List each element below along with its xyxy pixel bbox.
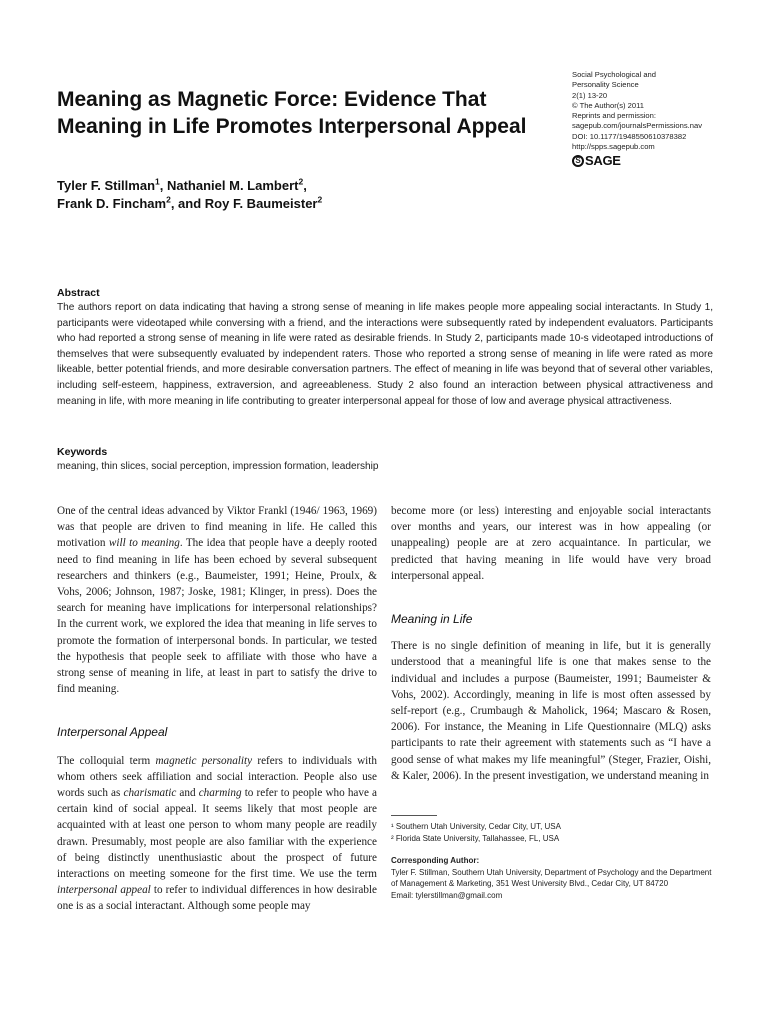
body-paragraph: There is no single definition of meaning in life, but it is generally understood that a meaningful life is one that makes sense to the individual and includes a purpose (Baumeister, 1991; Baumeister & Vohs, 2002). Accordingly, meaning in life is most often assessed by self-report (e.g., Crumbaugh & Maholick, 1964; Mascaro & Rosen, 2006). For instance, the Meaning in Life Questionnaire (MLQ) asks participants to rate their agreement with statements such as “I have a good sense of what makes my life meaningful” (Steger, Frazier, Oishi, & Kaler, 2006). In the present investigation, we understand meaning in: [391, 640, 711, 782]
journal-volume: 2(1) 13-20: [572, 90, 608, 100]
copyright-notice: © The Author(s) 2011: [572, 100, 645, 110]
author-name: Nathaniel M. Lambert: [166, 178, 299, 193]
body-paragraph: One of the central ideas advanced by Viktor Frankl (1946/ 1963, 1969) was that people are driven to find meaning in life. He called this motivation will to meaning. The idea that people have a deeply rooted need to find meaning in life has been echoed by several subsequent researchers and thinkers (e.g., Baumeister, 1991; Heine, Proulx, & Vohs, 2006; Johnson, 1987; Joske, 1981; Klinger, in press). Does the search for meaning have implications for interpersonal relationships? In the current work, we explored the idea that meaning in life serves to promote the formation of interpersonal bonds. In particular, we tested the hypothesis that people seek to affiliate with those who have a strong sense of meaning in life, at least in part to satisfy the drive to find meaning.: [57, 505, 377, 696]
author-name: Tyler F. Stillman: [57, 178, 156, 193]
abstract-text: The authors report on data indicating that having a strong sense of meaning in life makes people more appealing social interactants. In Study 1, participants were videotaped while conversing with a friend, and the interactions were subsequently rated by independent evaluators. Participants who had reported a strong sense of meaning in life were rated as desirable friends. In Study 2, participants made 10-s videotaped introductions of themselves that were subsequently evaluated by independent raters. Those who reported a strong sense of meaning in life were rated as more likeable, better potential friends, and more desirable conversation partners. The effect of meaning in life was beyond that of several other variables, including self-esteem, happiness, extraversion, and agreeableness. Study 2 also found an interaction between physical attractiveness and meaning in life, with more meaning in life contributing to greater interpersonal appeal for those of low and average physical attractiveness.: [57, 302, 713, 407]
section-heading-meaning-in-life: Meaning in Life: [391, 612, 473, 627]
journal-site-link[interactable]: http://spps.sagepub.com: [572, 142, 655, 152]
journal-info: [572, 70, 752, 167]
body-column-left: [57, 503, 377, 915]
author-conjunction: and: [178, 196, 205, 211]
affiliation-marker: 1: [155, 176, 160, 187]
author-name: Frank D. Fincham: [57, 196, 167, 211]
abstract-section: [57, 287, 713, 409]
reprints-link[interactable]: sagepub.com/journalsPermissions.nav: [572, 121, 703, 131]
reprints-label: Reprints and permission:: [572, 111, 656, 121]
corresponding-author-heading: Corresponding Author:: [391, 856, 480, 866]
publisher-name: SAGE: [585, 153, 621, 169]
journal-name: Social Psychological and Personality Science: [572, 70, 657, 90]
body-column-right: [391, 503, 711, 784]
body-paragraph: become more (or less) interesting and enjoyable social interactants over months and years, our interest was in how appealing (or unappealing) people are at zero acquaintance. In particular, we predicted that having meaning in life would have very broad interpersonal appeal.: [391, 505, 711, 582]
corresponding-author-address: Tyler F. Stillman, Southern Utah University, Department of Psychology and the Department of Management & Marketing, 351 West University Blvd., Cedar City, UT 84720: [391, 867, 712, 889]
abstract-heading: Abstract: [57, 287, 100, 299]
author-list: Tyler F. Stillman$^1$, Nathaniel M. Lambert$^2$, Frank D. Fincham$^2$, and Roy F. Baumeister$^2$: [57, 176, 323, 211]
keywords-heading: Keywords: [57, 446, 108, 458]
author-name: Roy F. Baumeister: [204, 196, 318, 211]
footnote-divider: [391, 815, 437, 816]
affiliation-marker: 2: [298, 176, 304, 187]
doi[interactable]: DOI: 10.1177/1948550610378382: [572, 131, 687, 141]
affiliation-marker: 2: [317, 194, 323, 205]
keywords-section: [57, 446, 713, 474]
corresponding-author-email[interactable]: Email: tylerstillman@gmail.com: [391, 890, 503, 900]
sage-logo: [572, 155, 752, 167]
section-heading-interpersonal-appeal: Interpersonal Appeal: [57, 725, 168, 740]
article-title: Meaning as Magnetic Force: Evidence That Meaning in Life Promotes Interpersonal Appeal: [57, 88, 527, 138]
affiliation-footnote: ² Florida State University, Tallahassee, FL, USA: [391, 833, 560, 843]
footnotes: [391, 815, 713, 902]
sage-logo-icon: S: [572, 155, 584, 167]
affiliation-footnote: ¹ Southern Utah University, Cedar City, UT, USA: [391, 822, 561, 831]
affiliation-marker: 2: [166, 194, 171, 205]
body-paragraph: The colloquial term magnetic personality refers to individuals with whom others seek affiliation and social interaction. People also use words such as charismatic and charming to refer to people who have a certain kind of social appeal. It seems likely that most people are acquainted with at least one person to whom many people are readily drawn. Presumably, most people are also familiar with the experience of being distinctly unenthusiastic about the prospect of future interactions on meeting someone for the first time. We use the term interpersonal appeal to refer to individual differences in how desirable one is as a social interactant. Although some people may: [57, 754, 378, 913]
keywords-text: meaning, thin slices, social perception, impression formation, leadership: [57, 461, 379, 472]
